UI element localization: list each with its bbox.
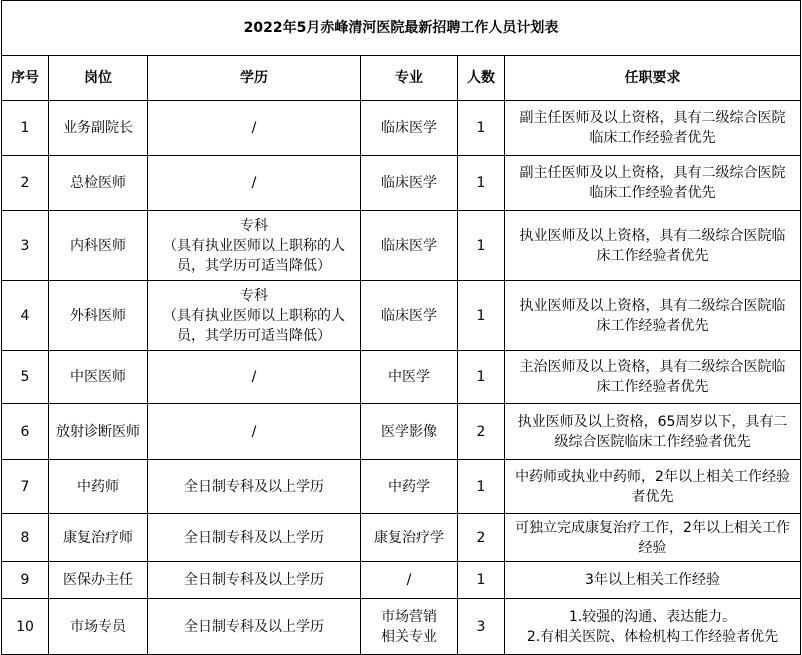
cell-education-line: 全日制专科及以上学历: [184, 529, 324, 546]
cell-education: [148, 599, 361, 655]
header-major: 专业: [361, 56, 458, 101]
cell-requirements: [505, 156, 801, 211]
cell-education-line: 专科: [240, 217, 268, 234]
header-education: 学历: [148, 56, 361, 101]
cell-requirements-line: 可独立完成康复治疗工作，2年以上相关工作: [515, 519, 790, 536]
header-row: [2, 56, 801, 101]
cell-major: [361, 211, 458, 281]
cell-education-line: （具有执业医师以上职称的人: [163, 307, 345, 324]
cell-education: [148, 514, 361, 562]
cell-education-line: 员，其学历可适当降低）: [177, 257, 331, 274]
cell-requirements: [505, 562, 801, 599]
cell-no: 7: [2, 460, 49, 514]
cell-education: [148, 351, 361, 404]
cell-position: 医保办主任: [49, 562, 148, 599]
cell-requirements-line: 副主任医师及以上资格，具有二级综合医院: [519, 110, 786, 126]
cell-count: 1: [458, 351, 505, 404]
cell-major-line: 医学影像: [381, 423, 437, 440]
cell-position: 外科医师: [49, 281, 148, 351]
table-row: [2, 404, 801, 460]
cell-requirements-line: 执业医师及以上资格，具有二级综合医院临: [519, 297, 786, 314]
cell-requirements-line: 执业医师及以上资格，65周岁以下，具有二: [517, 413, 788, 430]
cell-education-line: 员，其学历可适当降低）: [177, 327, 331, 344]
cell-count: 2: [458, 514, 505, 562]
cell-requirements-line: 临床工作经验者优先: [589, 185, 716, 201]
cell-major-line: 临床医学: [381, 120, 437, 136]
cell-education-line: 全日制专科及以上学历: [184, 618, 324, 635]
cell-no: 9: [2, 562, 49, 599]
cell-requirements: [505, 514, 801, 562]
cell-requirements: [505, 599, 801, 655]
cell-count: 1: [458, 562, 505, 599]
cell-education-line: /: [251, 423, 257, 440]
cell-position: 中药师: [49, 460, 148, 514]
cell-education-line: 全日制专科及以上学历: [184, 572, 324, 588]
cell-requirements-line: 临床工作经验者优先: [589, 130, 716, 146]
cell-education-line: 全日制专科及以上学历: [184, 478, 324, 495]
cell-education: [148, 460, 361, 514]
cell-requirements-line: 级综合医院临床工作经验者优先: [554, 433, 751, 450]
cell-major-line: 临床医学: [381, 307, 437, 324]
cell-education-line: 专科: [240, 287, 268, 304]
cell-major: [361, 281, 458, 351]
cell-major: [361, 514, 458, 562]
cell-major-line: 相关专业: [381, 628, 437, 645]
cell-requirements-line: 执业医师及以上资格，具有二级综合医院临: [519, 227, 786, 244]
cell-count: 2: [458, 404, 505, 460]
cell-count: 1: [458, 156, 505, 211]
cell-no: 5: [2, 351, 49, 404]
cell-requirements-line: 床工作经验者优先: [596, 317, 709, 334]
cell-no: 2: [2, 156, 49, 211]
cell-education-line: /: [251, 369, 257, 385]
cell-education: [148, 211, 361, 281]
cell-major: [361, 101, 458, 156]
header-no: 序号: [2, 56, 49, 101]
cell-major-line: 康复治疗学: [374, 529, 444, 546]
cell-education-line: /: [251, 120, 257, 136]
header-position: 岗位: [49, 56, 148, 101]
cell-education: [148, 101, 361, 156]
cell-position: 康复治疗师: [49, 514, 148, 562]
cell-education-line: （具有执业医师以上职称的人: [163, 237, 345, 254]
cell-position: 市场专员: [49, 599, 148, 655]
cell-education-line: /: [251, 175, 257, 191]
cell-major: [361, 599, 458, 655]
cell-position: 总检医师: [49, 156, 148, 211]
cell-count: 1: [458, 281, 505, 351]
cell-requirements: [505, 404, 801, 460]
table-row: [2, 156, 801, 211]
cell-count: 1: [458, 460, 505, 514]
table-title: 2022年5月赤峰清河医院最新招聘工作人员计划表: [2, 1, 801, 56]
cell-major-line: 中医学: [388, 369, 430, 385]
cell-position: 业务副院长: [49, 101, 148, 156]
cell-no: 4: [2, 281, 49, 351]
cell-requirements-line: 副主任医师及以上资格，具有二级综合医院: [519, 165, 786, 181]
table-row: [2, 351, 801, 404]
cell-requirements-line: 主治医师及以上资格，具有二级综合医院临: [519, 359, 786, 375]
cell-requirements-line: 中药师或执业中药师，2年以上相关工作经验: [515, 468, 790, 485]
cell-no: 6: [2, 404, 49, 460]
cell-position: 中医医师: [49, 351, 148, 404]
cell-requirements-line: 经验: [638, 539, 667, 556]
cell-major-line: 中药学: [388, 478, 430, 495]
cell-major: [361, 460, 458, 514]
cell-requirements-line: 2.有相关医院、体检机构工作经验者优先: [526, 628, 779, 645]
cell-no: 8: [2, 514, 49, 562]
cell-major-line: 临床医学: [381, 175, 437, 191]
cell-requirements-line: 床工作经验者优先: [596, 379, 709, 395]
cell-requirements: [505, 281, 801, 351]
cell-education: [148, 404, 361, 460]
cell-requirements: [505, 211, 801, 281]
cell-count: 1: [458, 211, 505, 281]
header-requirements: 任职要求: [505, 56, 801, 101]
table-row: [2, 211, 801, 281]
cell-count: 1: [458, 101, 505, 156]
cell-requirements-line: 3年以上相关工作经验: [585, 572, 720, 588]
cell-requirements-line: 床工作经验者优先: [596, 247, 709, 264]
cell-education: [148, 281, 361, 351]
cell-no: 10: [2, 599, 49, 655]
recruitment-plan-table: [1, 0, 801, 655]
cell-requirements: [505, 460, 801, 514]
cell-requirements-line: 者优先: [631, 488, 674, 505]
cell-position: 放射诊断医师: [49, 404, 148, 460]
table-row: [2, 281, 801, 351]
cell-requirements: [505, 101, 801, 156]
cell-position: 内科医师: [49, 211, 148, 281]
cell-major: [361, 351, 458, 404]
cell-major-line: /: [406, 572, 412, 588]
cell-major: [361, 404, 458, 460]
cell-major-line: 临床医学: [381, 237, 437, 254]
cell-no: 3: [2, 211, 49, 281]
table-row: [2, 101, 801, 156]
cell-education: [148, 156, 361, 211]
table-row: [2, 562, 801, 599]
cell-count: 3: [458, 599, 505, 655]
cell-education: [148, 562, 361, 599]
cell-no: 1: [2, 101, 49, 156]
table-row: [2, 514, 801, 562]
table-row: [2, 599, 801, 655]
cell-major-line: 市场营销: [381, 608, 437, 625]
table-row: [2, 460, 801, 514]
cell-major: [361, 562, 458, 599]
cell-requirements-line: 1.较强的沟通、表达能力。: [568, 608, 737, 625]
cell-major: [361, 156, 458, 211]
header-count: 人数: [458, 56, 505, 101]
cell-requirements: [505, 351, 801, 404]
